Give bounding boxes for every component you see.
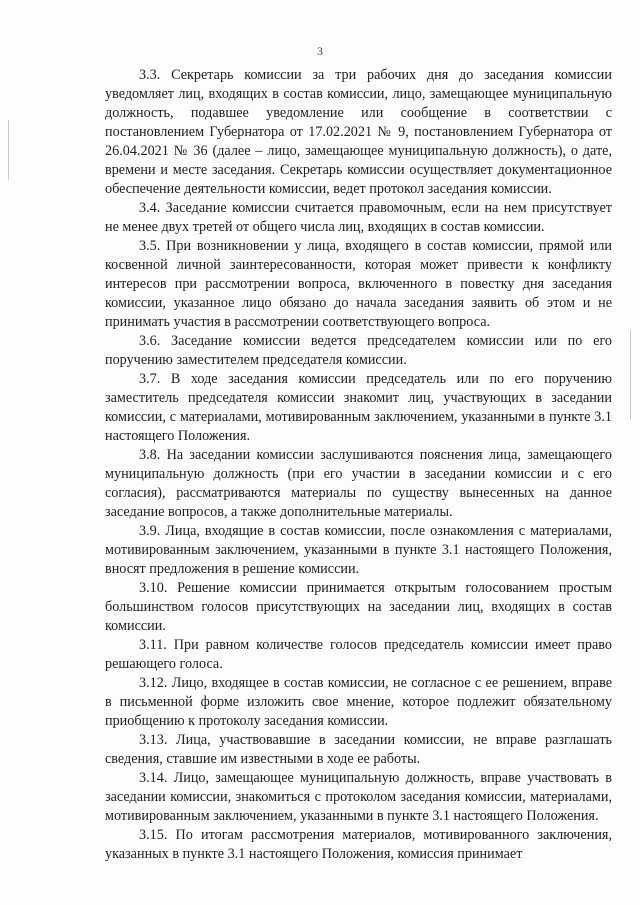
paragraph-3-11: 3.11. При равном количестве голосов председатель комиссии имеет право решающего голоса.	[105, 637, 612, 672]
paragraph-3-8: 3.8. На заседании комиссии заслушиваются пояснения лица, замещающего муниципальную должность (при его участии в заседании комиссии и с его согласия), рассматриваются материалы по существу вынесенных на данное заседание вопросов, а также дополнительные материалы.	[105, 447, 612, 520]
paragraph-3-7: 3.7. В ходе заседания комиссии председатель или по его поручению заместитель председателя комиссии знакомит лиц, участвующих в заседании комиссии, с материалами, мотивированным заключением, указанными в пункте 3.1 настоящего Положения.	[105, 371, 612, 444]
paragraph-3-4: 3.4. Заседание комиссии считается правомочным, если на нем присутствует не менее двух третей от общего числа лиц, входящих в состав комиссии.	[105, 200, 612, 235]
paragraph-3-3: 3.3. Секретарь комиссии за три рабочих дня до заседания комиссии уведомляет лиц, входящих в состав комиссии, лицо, замещающее муниципальную должность, подавшее уведомление или сообщение в соответствии с постановлением Губернатора от 17.02.2021 № 9, постановлением Губернатора от 26.04.2021 № 36 (далее – лицо, замещающее муниципальную должность), о дате, времени и месте заседания. Секретарь комиссии осуществляет документационное обеспечение деятельности комиссии, ведет протокол заседания комиссии.	[105, 67, 612, 197]
paragraph-3-15: 3.15. По итогам рассмотрения материалов, мотивированного заключения, указанных в пункте 3.1 настоящего Положения, комиссия принимает	[105, 827, 612, 862]
paragraph-3-12: 3.12. Лицо, входящее в состав комиссии, не согласное с ее решением, вправе в письменной форме изложить свое мнение, которое подлежит обязательному приобщению к протоколу заседания комиссии.	[105, 675, 612, 729]
scan-edge-mark-left	[8, 120, 9, 180]
paragraph-3-10: 3.10. Решение комиссии принимается открытым голосованием простым большинством голосов присутствующих на заседании лиц, входящих в состав комиссии.	[105, 580, 612, 634]
paragraph-3-13: 3.13. Лица, участвовавшие в заседании комиссии, не вправе разглашать сведения, ставшие им известными в ходе ее работы.	[105, 732, 612, 767]
paragraph-3-9: 3.9. Лица, входящие в состав комиссии, после ознакомления с материалами, мотивированным заключением, указанными в пункте 3.1 настоящего Положения, вносят предложения в решение комиссии.	[105, 523, 612, 577]
paragraph-3-14: 3.14. Лицо, замещающее муниципальную должность, вправе участвовать в заседании комиссии, знакомиться с протоколом заседания комиссии, материалами, мотивированным заключением, указанными в пункте 3.1 настоящего Положения.	[105, 770, 612, 824]
paragraph-3-6: 3.6. Заседание комиссии ведется председателем комиссии или по его поручению заместителем председателя комиссии.	[105, 333, 612, 368]
document-body	[105, 66, 612, 864]
scan-edge-mark-right	[630, 330, 631, 420]
page-number: 3	[317, 44, 323, 58]
paragraph-3-5: 3.5. При возникновении у лица, входящего в состав комиссии, прямой или косвенной личной заинтересованности, которая может привести к конфликту интересов при рассмотрении вопроса, включенного в повестку дня заседания комиссии, указанное лицо обязано до начала заседания заявить об этом и не принимать участия в рассмотрении соответствующего вопроса.	[105, 238, 612, 330]
